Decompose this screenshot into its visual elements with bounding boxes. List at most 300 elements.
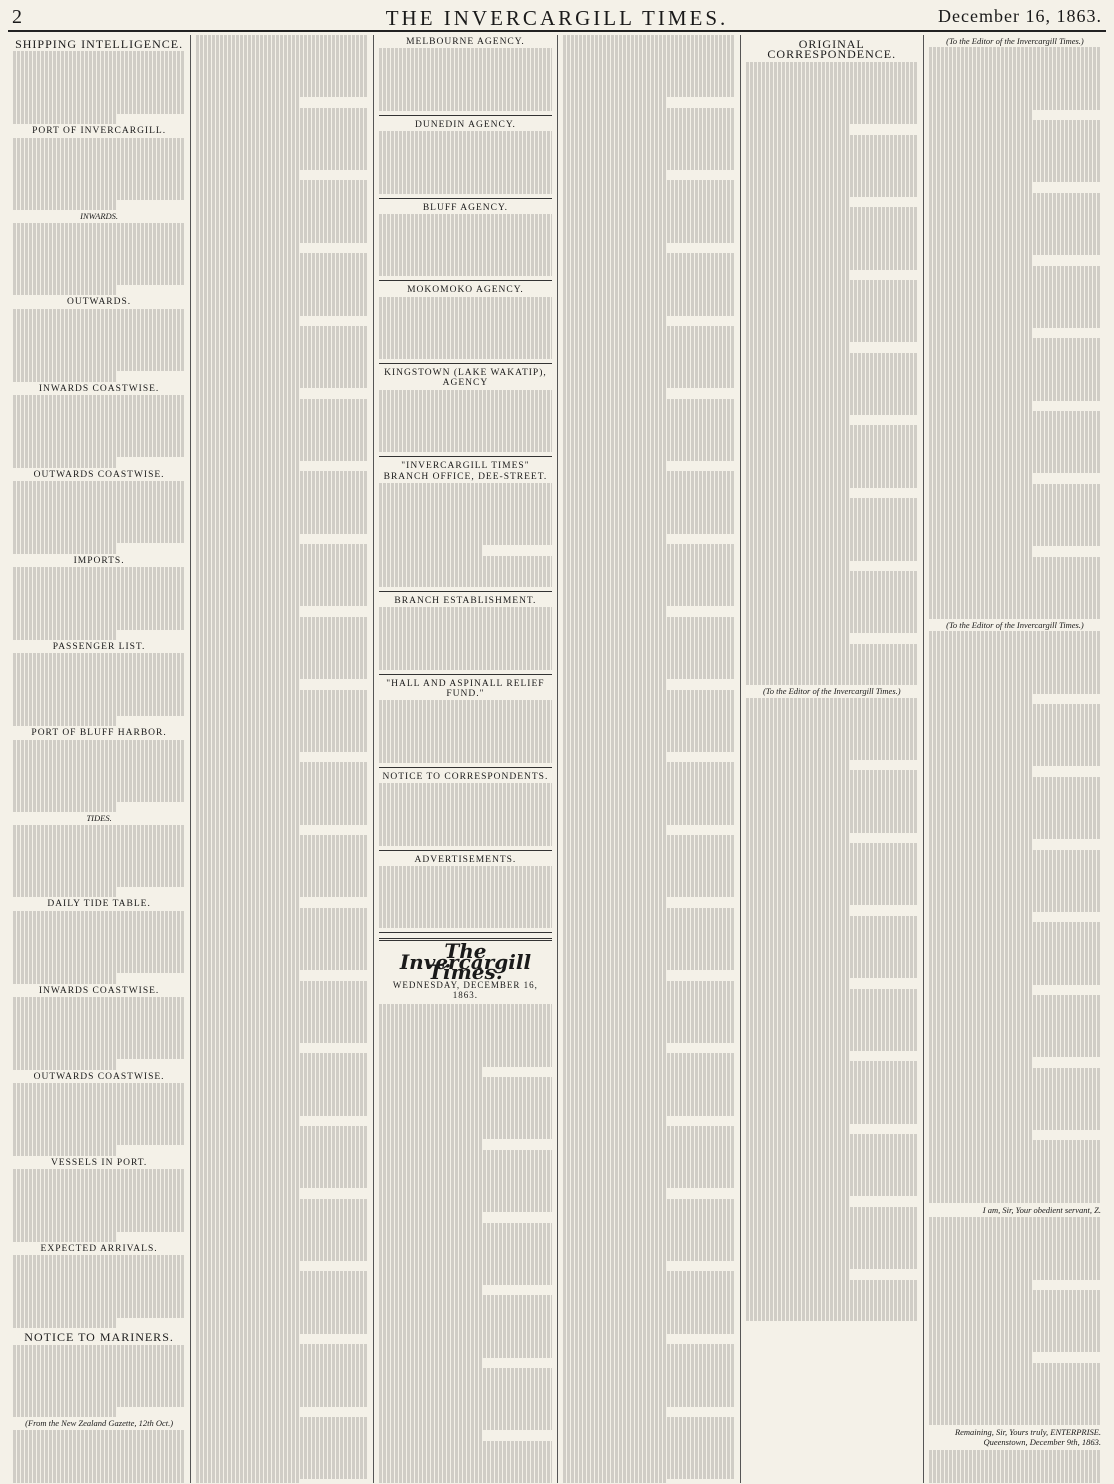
section-subheading: TIDES. xyxy=(86,813,112,824)
text-line xyxy=(196,981,368,991)
text-line xyxy=(13,1049,185,1059)
text-line xyxy=(746,280,918,290)
text-line xyxy=(746,187,918,197)
text-line xyxy=(196,471,368,481)
text-line xyxy=(379,1378,551,1388)
text-line xyxy=(746,114,918,124)
text-line xyxy=(929,1037,1101,1047)
text-line xyxy=(379,1358,482,1368)
text-line xyxy=(746,708,918,718)
text-line xyxy=(379,814,551,824)
text-line xyxy=(929,901,1101,911)
issue-date: December 16, 1863. xyxy=(938,6,1102,26)
text-line xyxy=(13,350,185,360)
text-line xyxy=(13,83,185,93)
text-line xyxy=(379,483,551,493)
text-line xyxy=(196,742,368,752)
text-line xyxy=(379,1316,551,1326)
text-line xyxy=(746,322,918,332)
text-line xyxy=(563,752,666,762)
text-line xyxy=(13,481,185,491)
text-line xyxy=(746,1020,918,1030)
text-line xyxy=(929,401,1032,411)
text-line xyxy=(929,1342,1101,1352)
text-line xyxy=(746,1280,918,1290)
text-line xyxy=(929,557,1101,567)
text-line xyxy=(929,151,1101,161)
text-line xyxy=(379,1441,551,1451)
text-line xyxy=(196,534,299,544)
text-line xyxy=(196,1417,368,1427)
section-heading: "HALL AND ASPINALL RELIEF FUND." xyxy=(386,678,545,700)
text-line xyxy=(929,1450,1101,1460)
text-line xyxy=(13,340,185,350)
text-line xyxy=(196,492,368,502)
text-line xyxy=(746,1290,918,1300)
text-line xyxy=(196,399,368,409)
text-line xyxy=(13,1461,185,1471)
text-line xyxy=(746,405,918,415)
text-line xyxy=(746,895,918,905)
text-line xyxy=(746,916,918,926)
text-line xyxy=(746,238,918,248)
text-line xyxy=(929,1311,1101,1321)
text-line xyxy=(929,756,1101,766)
text-line xyxy=(929,798,1101,808)
text-line xyxy=(196,1230,368,1240)
text-line xyxy=(379,732,551,742)
text-line xyxy=(13,1450,185,1460)
text-line xyxy=(929,370,1101,380)
text-line xyxy=(929,182,1032,192)
text-line xyxy=(379,1150,551,1160)
text-line xyxy=(929,328,1032,338)
text-line xyxy=(563,742,735,752)
text-line xyxy=(563,357,735,367)
text-line xyxy=(196,555,368,565)
masthead xyxy=(8,6,1106,32)
text-line xyxy=(563,897,666,907)
text-line xyxy=(13,1355,185,1365)
text-line xyxy=(929,276,1101,286)
text-line xyxy=(929,714,1101,724)
text-line xyxy=(13,457,116,467)
text-line xyxy=(196,1251,368,1261)
text-line xyxy=(563,1095,735,1105)
text-line xyxy=(196,1365,368,1375)
text-line xyxy=(13,169,185,179)
text-line xyxy=(196,388,299,398)
text-line xyxy=(379,1326,551,1336)
editorial-date: WEDNESDAY, DECEMBER 16, 1863. xyxy=(392,979,538,1000)
text-line xyxy=(379,1337,551,1347)
text-line xyxy=(13,1396,185,1406)
text-line xyxy=(563,66,735,76)
text-line xyxy=(929,1140,1101,1150)
text-line xyxy=(746,654,918,664)
text-line xyxy=(196,1282,368,1292)
text-line xyxy=(929,58,1101,68)
text-line xyxy=(13,309,185,319)
text-line xyxy=(563,918,735,928)
text-line xyxy=(13,1297,185,1307)
text-line xyxy=(13,825,185,835)
text-line xyxy=(196,201,368,211)
text-line xyxy=(563,1230,735,1240)
text-line xyxy=(929,1182,1101,1192)
section-heading: EXPECTED ARRIVALS. xyxy=(40,1243,158,1254)
text-line xyxy=(563,87,735,97)
column-1 xyxy=(8,35,191,1483)
text-line xyxy=(379,235,551,245)
text-line xyxy=(563,129,735,139)
text-line xyxy=(196,866,368,876)
text-line xyxy=(13,437,185,447)
text-line xyxy=(563,305,735,315)
text-line xyxy=(563,482,735,492)
text-line xyxy=(563,565,735,575)
text-line xyxy=(379,1285,482,1295)
text-line xyxy=(13,705,185,715)
text-line xyxy=(379,1035,551,1045)
text-line xyxy=(929,203,1101,213)
editorial-masthead: The Invercargill Times. xyxy=(399,939,532,985)
text-line xyxy=(746,602,918,612)
text-line xyxy=(379,638,551,648)
section-heading: DUNEDIN AGENCY. xyxy=(415,119,516,130)
text-line xyxy=(13,51,185,61)
text-line xyxy=(13,361,185,371)
text-line xyxy=(563,700,735,710)
text-line xyxy=(13,630,116,640)
text-line xyxy=(379,400,551,410)
text-line xyxy=(563,232,735,242)
text-line xyxy=(379,307,551,317)
text-line xyxy=(746,968,918,978)
text-line xyxy=(929,214,1101,224)
section-heading: PORT OF INVERCARGILL. xyxy=(32,126,167,137)
text-line xyxy=(379,1243,551,1253)
text-line xyxy=(196,1375,368,1385)
section-subheading: (To the Editor of the Invercargill Times.) xyxy=(762,686,901,697)
text-line xyxy=(379,535,551,545)
text-line xyxy=(196,118,368,128)
text-line xyxy=(746,1269,849,1279)
text-line xyxy=(563,77,735,87)
text-line xyxy=(746,342,849,352)
text-line xyxy=(746,664,918,674)
text-line xyxy=(196,970,299,980)
text-line xyxy=(379,514,551,524)
text-line xyxy=(13,1104,185,1114)
section-heading: SHIPPING INTELLIGENCE. xyxy=(15,37,184,51)
text-line xyxy=(379,835,551,845)
text-line xyxy=(563,825,666,835)
newspaper-title: THE INVERCARGILL TIMES. xyxy=(385,6,729,30)
text-line xyxy=(563,1271,735,1281)
text-line xyxy=(196,212,368,222)
text-line xyxy=(929,89,1101,99)
text-line xyxy=(563,264,735,274)
text-line xyxy=(379,1462,551,1472)
text-line xyxy=(563,253,735,263)
text-line xyxy=(196,1407,299,1417)
text-line xyxy=(563,513,735,523)
text-line xyxy=(379,442,551,452)
text-line xyxy=(196,690,368,700)
text-line xyxy=(379,1108,551,1118)
text-line xyxy=(13,371,116,381)
text-line xyxy=(196,1355,368,1365)
text-line xyxy=(746,62,918,72)
text-line xyxy=(563,347,735,357)
text-line xyxy=(379,1129,551,1139)
text-line xyxy=(929,172,1101,182)
text-line xyxy=(13,264,185,274)
text-line xyxy=(13,1471,185,1481)
text-line xyxy=(563,1147,735,1157)
text-line xyxy=(929,567,1101,577)
text-line xyxy=(563,56,735,66)
text-line xyxy=(13,1255,185,1265)
text-line xyxy=(929,1172,1101,1182)
text-line xyxy=(929,1109,1101,1119)
text-line xyxy=(379,887,551,897)
text-line xyxy=(929,266,1101,276)
text-line xyxy=(13,93,185,103)
text-line xyxy=(196,66,368,76)
text-line xyxy=(196,409,368,419)
text-line xyxy=(196,347,368,357)
text-line xyxy=(746,135,918,145)
text-line xyxy=(379,1430,482,1440)
text-line xyxy=(379,876,551,886)
text-line xyxy=(13,200,116,210)
text-line xyxy=(196,222,368,232)
text-line xyxy=(563,284,735,294)
text-line xyxy=(379,297,551,307)
text-line xyxy=(196,264,368,274)
text-line xyxy=(13,588,185,598)
text-line xyxy=(563,326,735,336)
text-line xyxy=(746,571,918,581)
text-line xyxy=(563,1053,735,1063)
text-line xyxy=(13,138,185,148)
text-line xyxy=(746,457,918,467)
text-line xyxy=(379,1077,551,1087)
text-line xyxy=(196,1022,368,1032)
text-line xyxy=(379,431,551,441)
section-heading: BLUFF AGENCY. xyxy=(422,202,508,213)
text-line xyxy=(196,1074,368,1084)
text-line xyxy=(746,540,918,550)
text-line xyxy=(563,794,735,804)
text-line xyxy=(13,674,185,684)
text-line xyxy=(563,430,735,440)
text-line xyxy=(563,908,735,918)
text-line xyxy=(13,750,185,760)
text-line xyxy=(13,1190,185,1200)
text-line xyxy=(196,1095,368,1105)
text-line xyxy=(746,249,918,259)
text-line xyxy=(13,695,185,705)
text-line xyxy=(379,162,551,172)
text-line xyxy=(746,1176,918,1186)
text-line xyxy=(196,180,368,190)
text-line xyxy=(563,1074,735,1084)
text-line xyxy=(379,711,551,721)
text-line xyxy=(196,232,368,242)
text-line xyxy=(746,394,918,404)
text-line xyxy=(563,555,735,565)
text-line xyxy=(379,1482,551,1483)
text-line xyxy=(196,284,368,294)
text-line xyxy=(379,742,551,752)
section-heading: NOTICE TO MARINERS. xyxy=(24,1330,174,1345)
text-line xyxy=(929,1290,1101,1300)
text-line xyxy=(196,1261,299,1271)
text-line xyxy=(929,1269,1101,1279)
text-line xyxy=(929,1248,1101,1258)
text-line xyxy=(563,191,735,201)
text-line xyxy=(746,822,918,832)
text-line xyxy=(929,1192,1101,1202)
text-line xyxy=(929,1363,1101,1373)
text-line xyxy=(196,77,368,87)
text-line xyxy=(379,649,551,659)
text-line xyxy=(929,1394,1101,1404)
text-line xyxy=(563,1199,735,1209)
text-line xyxy=(929,631,1101,641)
text-line xyxy=(196,835,368,845)
text-line xyxy=(929,860,1101,870)
text-line xyxy=(563,762,735,772)
text-line xyxy=(379,1119,551,1129)
section-heading: ORIGINAL CORRESPONDENCE. xyxy=(767,37,897,62)
text-line xyxy=(929,577,1101,587)
text-line xyxy=(13,416,185,426)
text-line xyxy=(929,1078,1101,1088)
text-line xyxy=(13,533,185,543)
text-line xyxy=(13,523,185,533)
text-line xyxy=(929,515,1101,525)
text-line xyxy=(196,638,368,648)
text-line xyxy=(379,1306,551,1316)
text-line xyxy=(563,783,735,793)
text-line xyxy=(563,1220,735,1230)
text-line xyxy=(746,613,918,623)
text-line xyxy=(13,952,185,962)
text-line xyxy=(929,1005,1101,1015)
text-line xyxy=(196,170,299,180)
text-line xyxy=(563,1022,735,1032)
text-line xyxy=(563,492,735,502)
text-line xyxy=(379,421,551,431)
text-line xyxy=(746,1051,849,1061)
text-line xyxy=(196,929,368,939)
text-line xyxy=(929,224,1101,234)
text-line xyxy=(379,556,551,566)
text-line xyxy=(379,338,551,348)
text-line xyxy=(746,1259,918,1269)
text-line xyxy=(563,170,666,180)
text-line xyxy=(746,675,918,685)
text-line xyxy=(13,330,185,340)
text-line xyxy=(929,598,1101,608)
text-line xyxy=(929,505,1101,515)
text-line xyxy=(13,664,185,674)
text-line xyxy=(929,1471,1101,1481)
text-line xyxy=(929,829,1101,839)
text-line xyxy=(563,606,666,616)
text-line xyxy=(196,1448,368,1458)
text-line xyxy=(563,1136,735,1146)
text-line xyxy=(563,877,735,887)
text-line xyxy=(379,1264,551,1274)
text-line xyxy=(196,1209,368,1219)
text-line xyxy=(13,543,116,553)
section-subheading: (To the Editor of the Invercargill Times.) xyxy=(946,36,1084,46)
text-line xyxy=(13,740,185,750)
text-line xyxy=(563,1386,735,1396)
text-line xyxy=(379,1025,551,1035)
text-line xyxy=(929,985,1032,995)
text-line xyxy=(563,544,735,554)
text-line xyxy=(563,1417,735,1427)
text-line xyxy=(563,1261,666,1271)
text-line xyxy=(13,179,185,189)
text-line xyxy=(196,430,368,440)
text-line xyxy=(746,488,849,498)
text-line xyxy=(929,359,1101,369)
text-line xyxy=(563,97,666,107)
text-line xyxy=(563,887,735,897)
text-line xyxy=(196,336,368,346)
text-line xyxy=(13,866,185,876)
text-line xyxy=(746,1113,918,1123)
text-line xyxy=(379,659,551,669)
text-line xyxy=(746,550,918,560)
column-6 xyxy=(924,35,1106,1483)
text-line xyxy=(746,760,849,770)
text-line xyxy=(929,390,1101,400)
text-line xyxy=(196,1323,368,1333)
text-line xyxy=(379,131,551,141)
text-line xyxy=(13,1232,116,1242)
text-line xyxy=(746,166,918,176)
text-line xyxy=(379,1254,551,1264)
text-line xyxy=(929,662,1101,672)
text-line xyxy=(746,864,918,874)
text-line xyxy=(746,1196,849,1206)
text-line xyxy=(196,461,299,471)
text-line xyxy=(196,617,368,627)
text-line xyxy=(13,619,185,629)
text-line xyxy=(929,694,1032,704)
text-line xyxy=(563,1043,666,1053)
text-line xyxy=(196,773,368,783)
text-line xyxy=(929,609,1101,619)
text-line xyxy=(563,1012,735,1022)
text-line xyxy=(196,1012,368,1022)
text-line xyxy=(746,1134,918,1144)
text-line xyxy=(196,1084,368,1094)
text-line xyxy=(929,1352,1032,1362)
text-line xyxy=(13,1266,185,1276)
text-line xyxy=(13,62,185,72)
text-line xyxy=(929,588,1101,598)
text-line xyxy=(746,561,849,571)
